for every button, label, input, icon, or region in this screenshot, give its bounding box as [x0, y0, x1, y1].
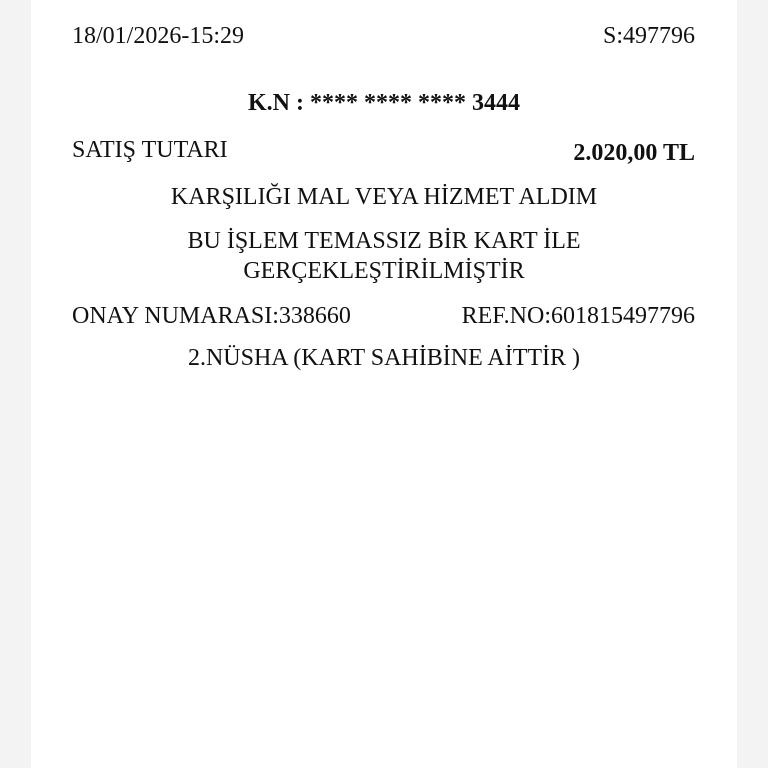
- receipt-paper: [31, 0, 737, 768]
- card-number: K.N : **** **** **** 3444: [248, 90, 520, 116]
- transaction-datetime: 18/01/2026-15:29: [72, 23, 244, 49]
- contactless-line-2: GERÇEKLEŞTİRİLMİŞTİR: [243, 258, 525, 284]
- approval-number: ONAY NUMARASI:338660: [72, 303, 351, 329]
- goods-received-statement: KARŞILIĞI MAL VEYA HİZMET ALDIM: [170, 184, 598, 210]
- sale-amount: 2.020,00 TL: [573, 140, 695, 166]
- contactless-line-1: BU İŞLEM TEMASSIZ BİR KART İLE: [187, 228, 581, 254]
- serial-number: S:497796: [602, 23, 695, 49]
- sale-amount-label: SATIŞ TUTARI: [72, 137, 228, 163]
- reference-number: REF.NO:601815497796: [461, 303, 695, 329]
- copy-note: 2.NÜSHA (KART SAHİBİNE AİTTİR ): [187, 345, 581, 371]
